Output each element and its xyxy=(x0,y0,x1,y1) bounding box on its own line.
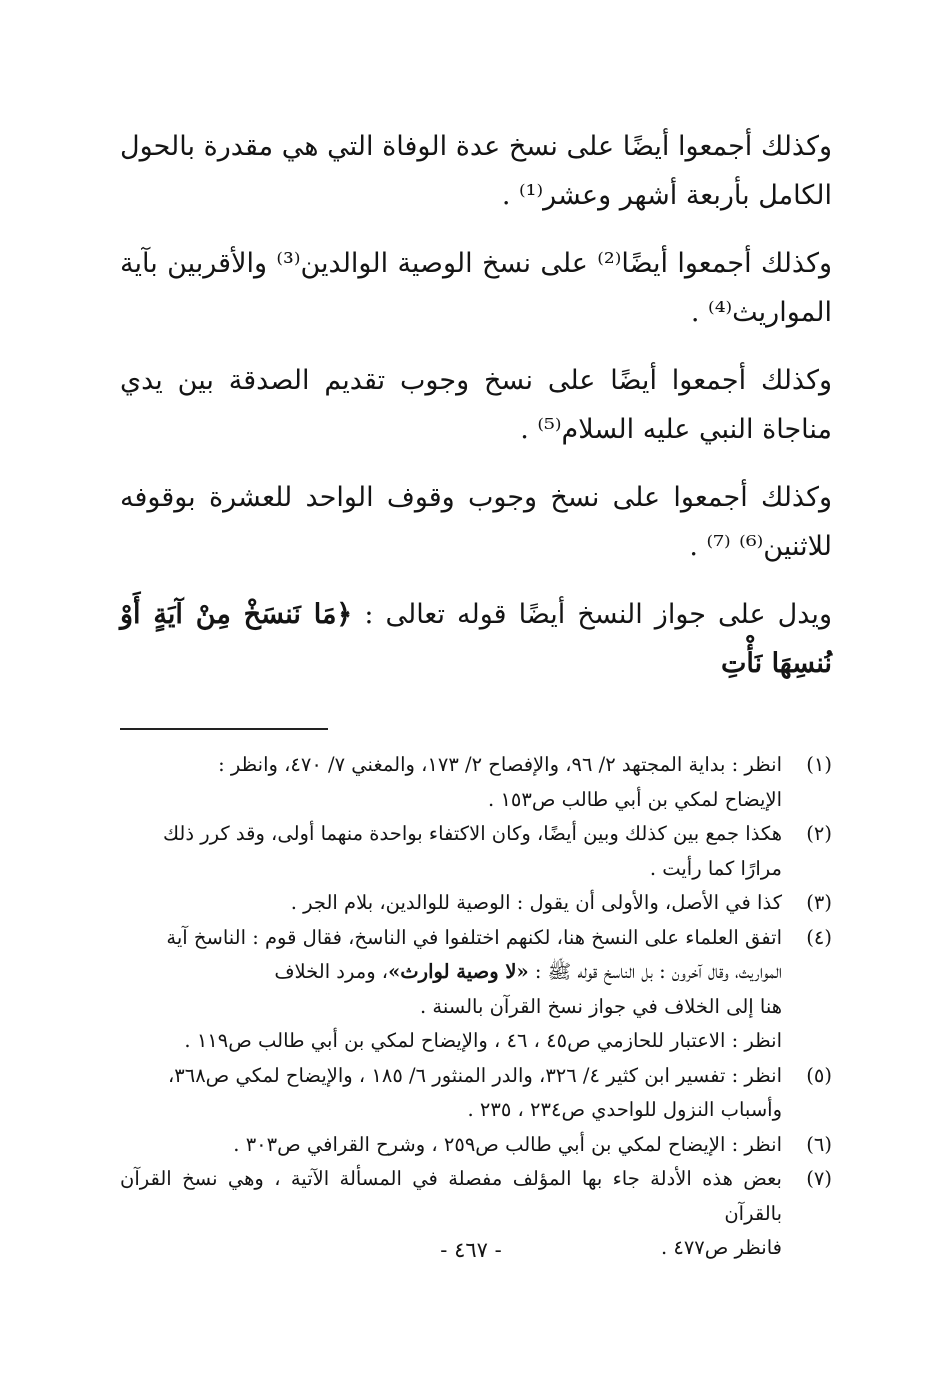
footnote-line: انظر : الاعتبار للحازمي ص٤٥ ، ٤٦ ، والإيضاح لمكي بن أبي طالب ص١١٩ . xyxy=(184,1029,782,1052)
footnote-number: (٦) xyxy=(806,1132,832,1156)
footnote-2 xyxy=(120,817,832,886)
footnote-text: المواريث، وقال آخرون : بل الناسخ قوله ﷺ : xyxy=(528,960,782,983)
footnote-line: انظر : تفسير ابن كثير ٤/ ٣٢٦، والدر المنثور ٦/ ١٨٥ ، والإيضاح لمكي ص٣٦٨، xyxy=(167,1063,782,1087)
footnote-line: فانظر ص٤٧٧ . xyxy=(660,1236,782,1259)
paragraph-3: وكذلك أجمعوا أيضًا على نسخ وجوب تقديم الصدقة بين يدي مناجاة النبي عليه السلام⁽⁵⁾ . xyxy=(120,365,832,445)
footnote-line: الإيضاح لمكي بن أبي طالب ص١٥٣ . xyxy=(488,787,782,811)
footnote-3 xyxy=(120,886,832,921)
footnote-line xyxy=(120,955,782,990)
footnote-6 xyxy=(120,1128,832,1163)
quran-verse: ﴿مَا نَنسَخْ مِنْ آيَةٍ أَوْ نُنسِهَا نَأْتِ xyxy=(120,599,832,679)
footnote-line: مرارًا كما رأيت . xyxy=(649,856,782,880)
footnote-number: (٥) xyxy=(806,1063,832,1087)
footnote-number: (٢) xyxy=(806,822,832,845)
paragraph-5-text: ويدل على جواز النسخ أيضًا قوله تعالى : xyxy=(364,599,832,630)
footnotes xyxy=(120,748,832,1266)
footnote-line: وأسباب النزول للواحدي ص٢٣٤ ، ٢٣٥ . xyxy=(467,1098,782,1121)
footnote-number: (٣) xyxy=(806,891,832,914)
footnote-number: (٧) xyxy=(806,1167,832,1190)
page-number: - ٤٦٧ - xyxy=(440,1238,502,1262)
paragraph-1: وكذلك أجمعوا أيضًا على نسخ عدة الوفاة التي هي مقدرة بالحول الكامل بأربعة أشهر وعشر⁽¹⁾ . xyxy=(120,131,832,211)
footnote-line: كذا في الأصل، والأولى أن يقول : الوصية للوالدين، بلام الجر . xyxy=(290,891,782,914)
footnote-line: انظر : بداية المجتهد ٢/ ٩٦، والإفصاح ٢/ ١٧٣، والمغني ٧/ ٤٧٠، وانظر : xyxy=(218,753,782,776)
footnote-line: هنا إلى الخلاف في جواز نسخ القرآن بالسنة . xyxy=(419,994,782,1018)
footnote-line: انظر : الإيضاح لمكي بن أبي طالب ص٢٥٩ ، وشرح القرافي ص٣٠٣ . xyxy=(233,1132,782,1156)
footnote-5 xyxy=(120,1059,832,1128)
footnote-text: ، ومرد الخلاف xyxy=(274,960,389,983)
footnote-number: (٤) xyxy=(806,925,832,949)
footnote-line: هكذا جمع بين كذلك وبين أيضًا، وكان الاكتفاء بواحدة منهما أولى، وقد كرر ذلك xyxy=(162,822,782,845)
main-text xyxy=(120,122,832,688)
paragraph-5 xyxy=(120,590,832,688)
footnote-4 xyxy=(120,921,832,1059)
paragraph-2: وكذلك أجمعوا أيضًا⁽²⁾ على نسخ الوصية الوالدين⁽³⁾ والأقربين بآية المواريث⁽⁴⁾ . xyxy=(120,248,832,328)
footnote-number: (١) xyxy=(806,753,832,776)
footnote-line: اتفق العلماء على النسخ هنا، لكنهم اختلفوا في الناسخ، فقال قوم : الناسخ آية xyxy=(166,925,782,949)
paragraph-4: وكذلك أجمعوا على نسخ وجوب وقوف الواحد للعشرة بوقوفه للاثنين⁽⁶⁾ ⁽⁷⁾ . xyxy=(120,482,832,562)
footnote-line: بعض هذه الأدلة جاء بها المؤلف مفصلة في المسألة الآتية ، وهي نسخ القرآن بالقرآن xyxy=(120,1167,782,1225)
footnote-divider xyxy=(120,728,328,730)
hadith-quote: «لا وصية لوارث» xyxy=(388,960,529,983)
footnote-1 xyxy=(120,748,832,817)
